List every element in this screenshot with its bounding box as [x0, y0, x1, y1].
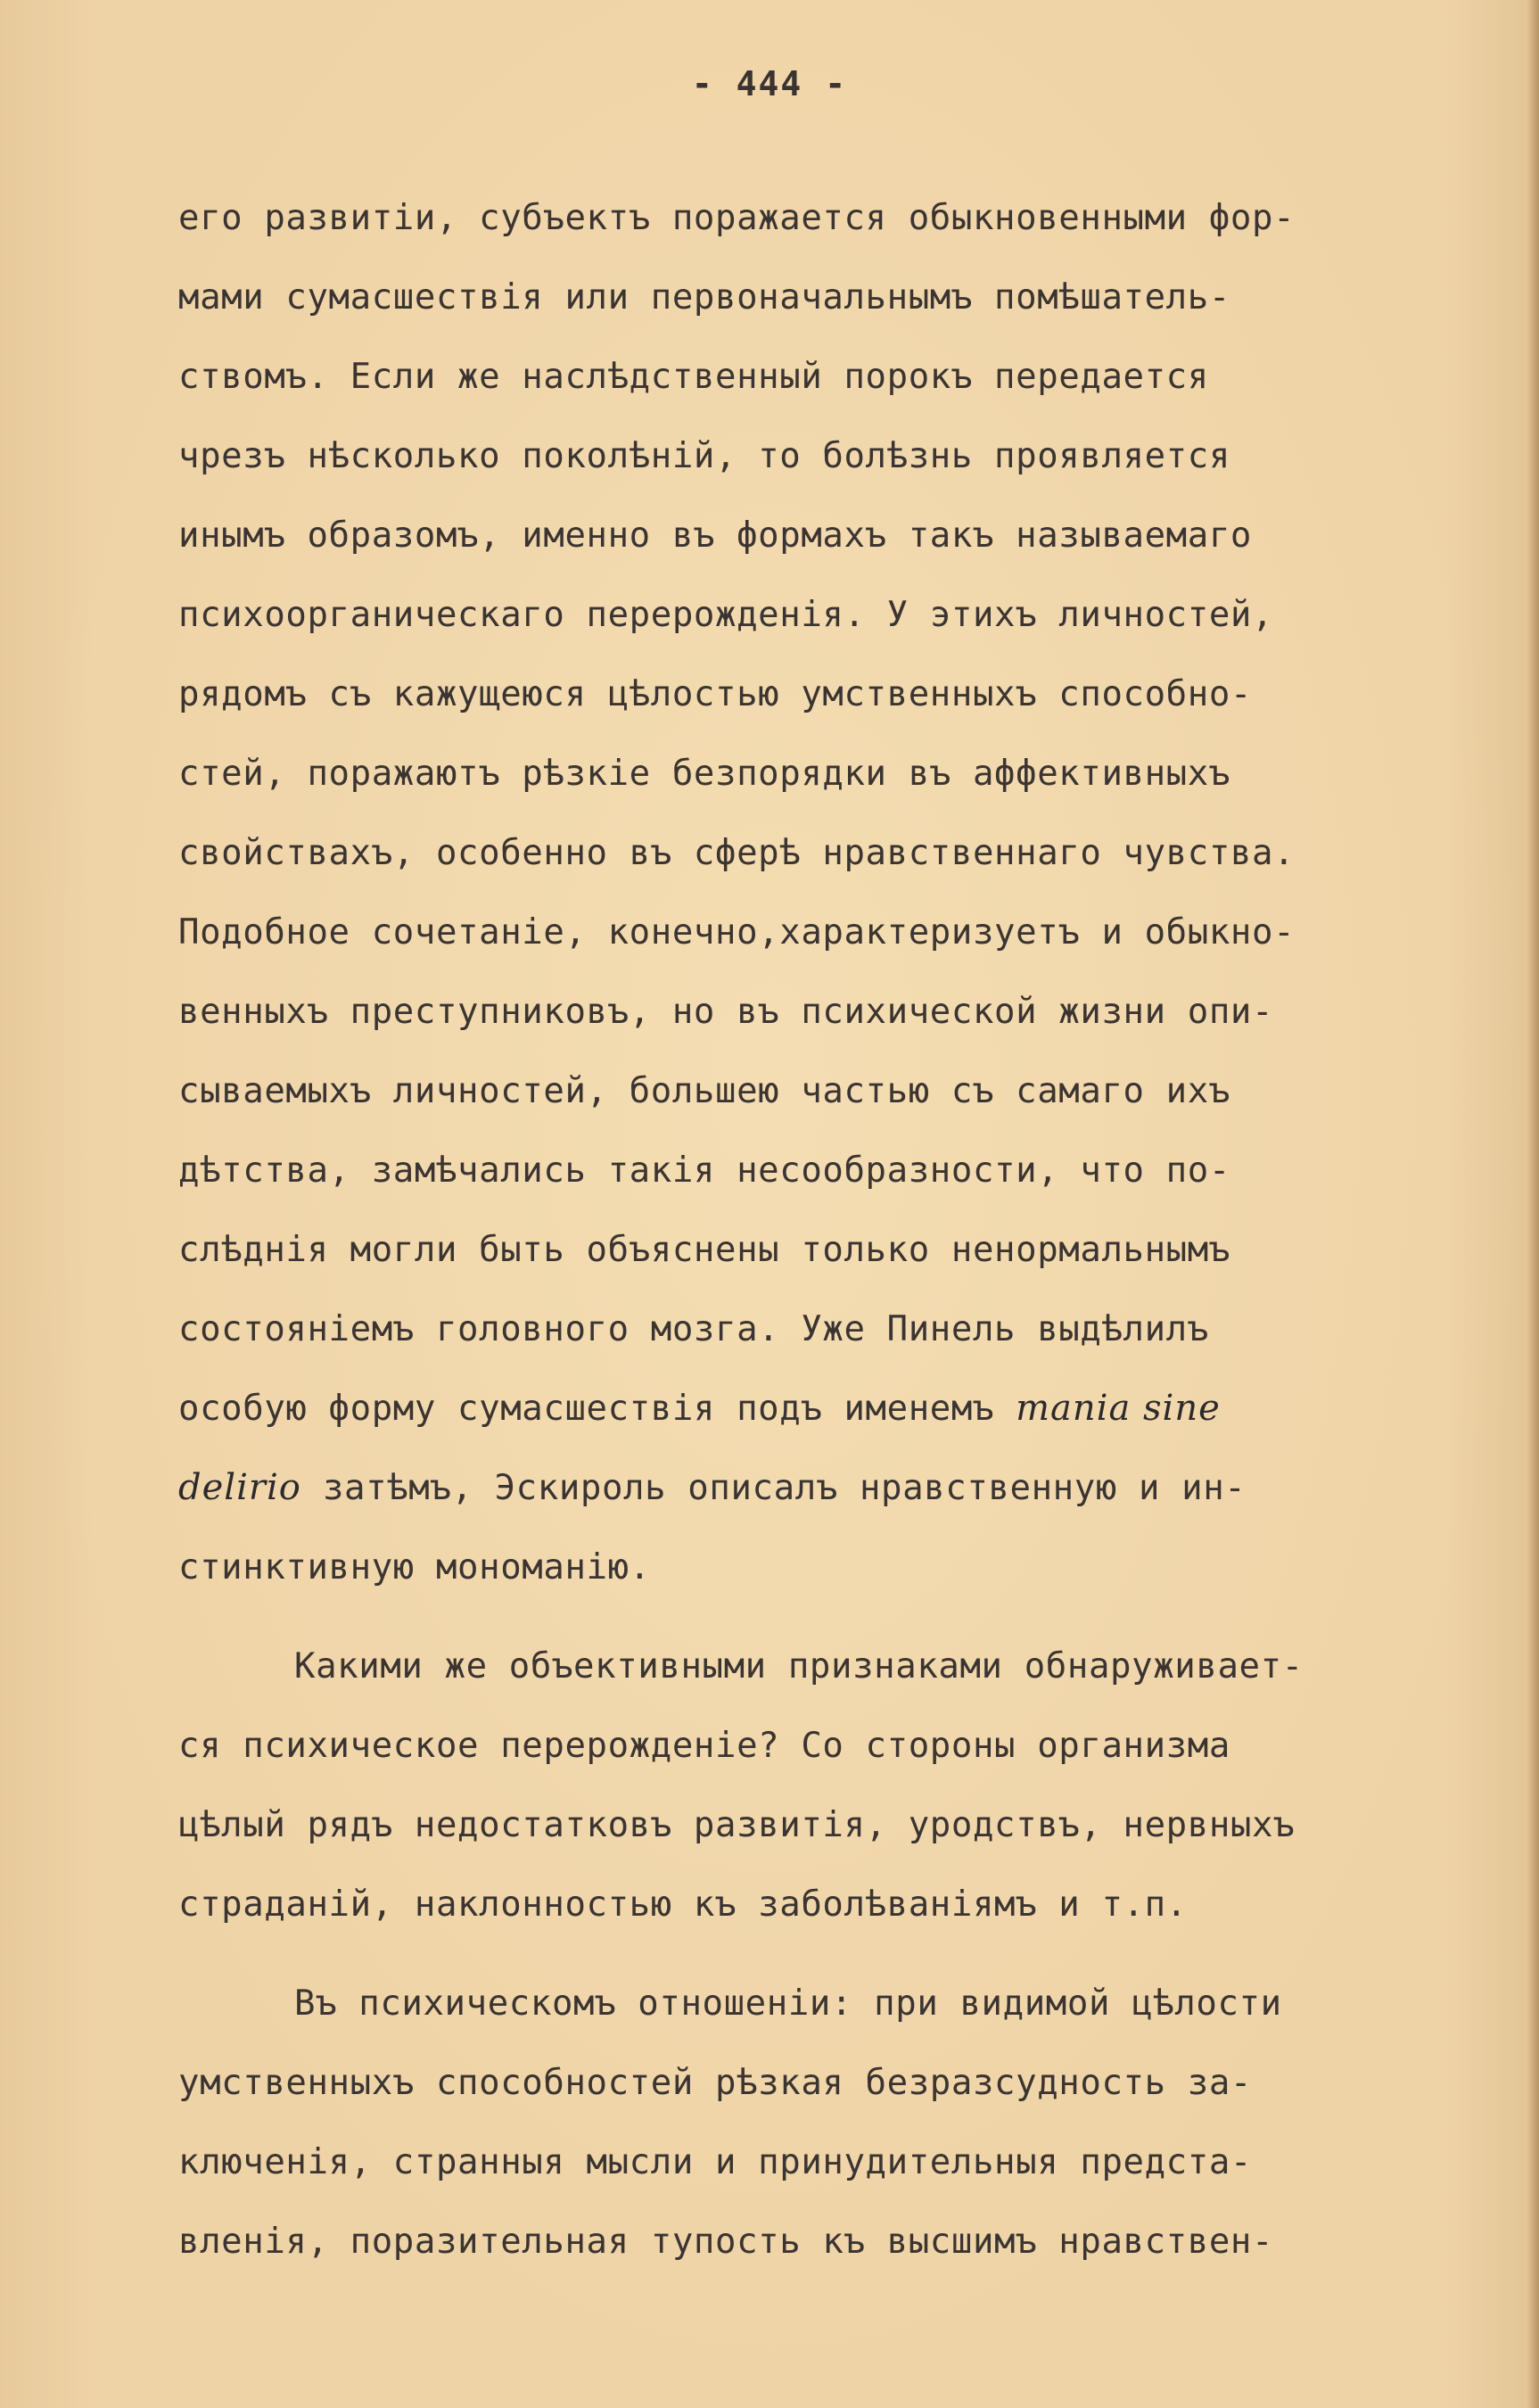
text-line: стей, поражаютъ рѣзкіе безпорядки въ аффективныхъ [178, 754, 1230, 794]
text-line: сываемыхъ личностей, большею частью съ самаго ихъ [178, 1071, 1230, 1111]
text-line: рядомъ съ кажущеюся цѣлостью умственныхъ способно- [178, 674, 1252, 714]
text-line: психоорганическаго перерожденія. У этихъ личностей, [178, 595, 1274, 635]
text-line: умственныхъ способностей рѣзкая безразсудность за- [178, 2063, 1252, 2103]
text-line: свойствахъ, особенно въ сферѣ нравственнаго чувства. [178, 833, 1296, 873]
text-line: цѣлый рядъ недостатковъ развитія, уродствъ, нервныхъ [178, 1805, 1296, 1845]
text-line [178, 1369, 1480, 1448]
paragraph-gap [178, 1944, 1480, 1964]
text-line [178, 1448, 1480, 1528]
paragraph-first-line: Какими же объективными признаками обнаруживает- [294, 1646, 1304, 1686]
typed-segment: затѣмъ, Эскироль описалъ нравственную и ин- [300, 1468, 1247, 1508]
paragraph-first-line: Въ психическомъ отношеніи: при видимой цѣлости [294, 1983, 1282, 2024]
handwritten-insert: delirio [178, 1467, 301, 1508]
paragraph-gap [178, 1607, 1480, 1627]
text-line: венныхъ преступниковъ, но въ психической жизни опи- [178, 992, 1274, 1032]
text-line: Подобное сочетаніе, конечно,характеризуетъ и обыкно- [178, 912, 1296, 952]
text-line: стинктивную мономанію. [178, 1547, 651, 1587]
typed-segment: особую форму сумасшествія подъ именемъ [178, 1389, 1016, 1429]
text-line: вленія, поразительная тупость къ высшимъ нравствен- [178, 2222, 1274, 2262]
handwritten-insert: mania sine [1016, 1388, 1221, 1429]
text-line: страданій, наклонностью къ заболѣваніямъ и т.п. [178, 1884, 1188, 1925]
text-line: ся психическое перерожденіе? Со стороны организма [178, 1726, 1230, 1766]
text-line: чрезъ нѣсколько поколѣній, то болѣзнь проявляется [178, 436, 1230, 476]
text-line: мами сумасшествія или первоначальнымъ помѣшатель- [178, 277, 1230, 317]
text-line: его развитіи, субъектъ поражается обыкновенными фор- [178, 198, 1296, 238]
page-edge-shadow [1527, 0, 1539, 2408]
text-line: состояніемъ головного мозга. Уже Пинель выдѣлилъ [178, 1309, 1209, 1349]
text-line: дѣтства, замѣчались такія несообразности, что по- [178, 1150, 1230, 1191]
page-number: - 444 - [691, 64, 848, 103]
text-line: ствомъ. Если же наслѣдственный порокъ передается [178, 357, 1209, 397]
text-line: слѣднія могли быть объяснены только ненормальнымъ [178, 1230, 1230, 1270]
text-line: ключенія, странныя мысли и принудительныя предста- [178, 2142, 1252, 2182]
text-line: инымъ образомъ, именно въ формахъ такъ называемаго [178, 515, 1252, 556]
typed-text-body [178, 178, 1480, 2281]
